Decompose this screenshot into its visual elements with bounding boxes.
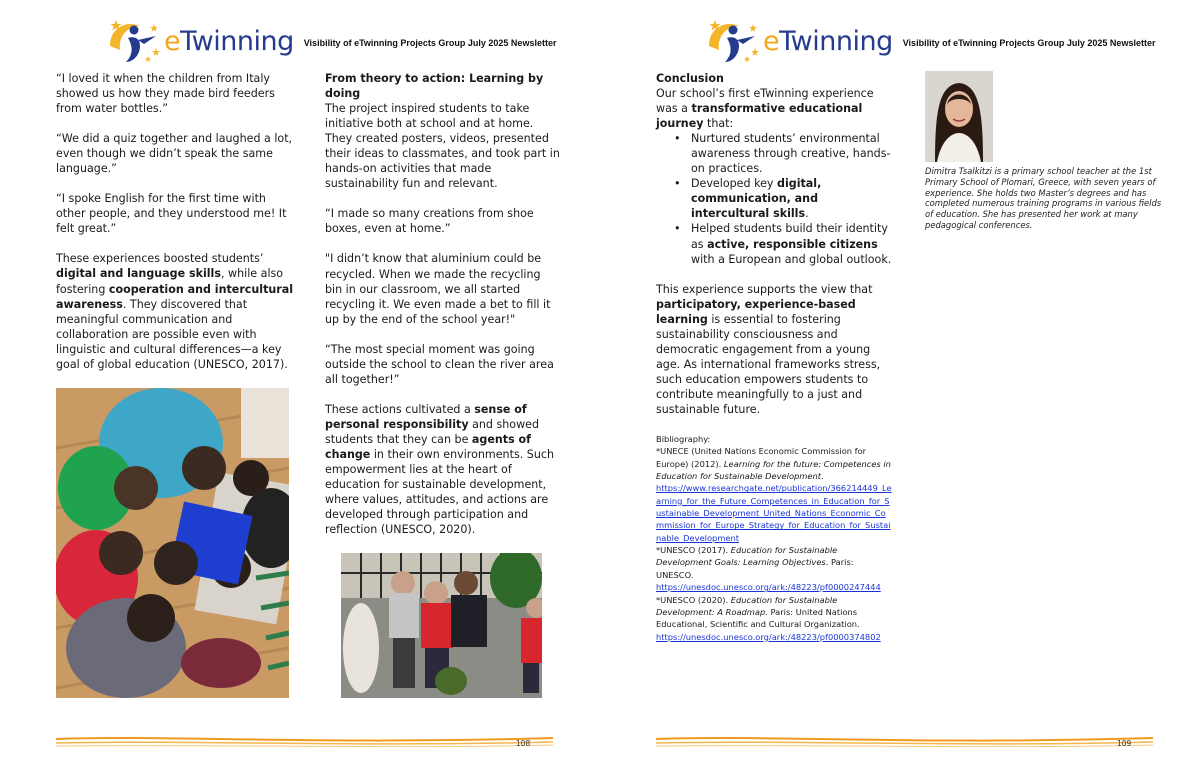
footer-decorative-rule: [56, 732, 553, 752]
conclusion-paragraph: [656, 282, 892, 417]
outdoor-recycling-photo: [341, 553, 542, 698]
list-item: [674, 131, 892, 176]
text-run: *UNESCO (2020).: [656, 594, 731, 605]
text-run: . Paris: UNESCO.: [656, 557, 854, 580]
text-run: These actions cultivated a: [325, 402, 475, 416]
list-item: [674, 221, 892, 266]
bold-run: active, responsible citizens: [707, 237, 878, 251]
bibliography: [656, 433, 892, 643]
student-quote: “The most special moment was going outside the school to clean the river area all together!”: [325, 342, 554, 386]
etwinning-logo-icon: [703, 16, 765, 66]
text-run: Nurtured students’ environmental awareness through creative, hands-on practices.: [691, 132, 891, 176]
conclusion-intro: [656, 86, 892, 131]
italic-run: Education for Sustainable Development Goals: Learning Objectives: [656, 545, 838, 568]
bold-run: transformative educational journey: [656, 102, 863, 131]
etwinning-logo: [104, 16, 294, 66]
etwinning-logo-icon: [104, 16, 166, 66]
author-caption: Dimitra Tsalkitzi is a primary school teacher at the 1st Primary School of Plomari, Greece, with seven years of experience. She holds two Master’s degrees and has completed numerous training programs in various fields of education. She has presented her work at many pedagogical conferences.: [925, 166, 1162, 230]
bibliography-link[interactable]: https://unesdoc.unesco.org/ark:/48223/pf0000374802: [656, 631, 881, 642]
bibliography-link[interactable]: https://www.researchgate.net/publication/366214449_Learning_for_the_Future_Competences_in_Education_for_Sustainable_Development_United_Nations_Economic_Commission_for_Europe_Strategy_for_Education_for_Sustainable_Development: [656, 483, 892, 543]
list-item: [674, 176, 892, 221]
footer-decorative-rule: [656, 732, 1153, 752]
page-header: [104, 16, 556, 66]
student-quote: “We did a quiz together and laughed a lot, even though we didn’t speak the same language.”: [56, 132, 293, 176]
page-header: [703, 16, 1155, 66]
conclusion-list: [674, 131, 892, 266]
bold-run: sense of personal responsibility: [325, 402, 527, 431]
bibliography-link[interactable]: https://unesdoc.unesco.org/ark:/48223/pf0000247444: [656, 582, 881, 593]
student-quote: “I made so many creations from shoe boxes, even at home.”: [325, 207, 534, 236]
bibliography-entry: [656, 544, 892, 581]
italic-run: Education for Sustainable Development: A Roadmap: [656, 594, 838, 617]
logo-text-rest: Twinning: [779, 25, 893, 57]
logo-text-rest: Twinning: [180, 25, 294, 57]
right-page: [600, 0, 1200, 776]
text-run: Helped students build their identity as: [691, 222, 888, 251]
left-column-2: [325, 71, 561, 552]
text-run: with a European and global outlook.: [691, 252, 892, 266]
bold-run: digital, communication, and intercultural skills: [691, 177, 822, 221]
text-run: and showed students that they can be: [325, 417, 540, 446]
text-run: This experience supports the view that: [656, 282, 873, 296]
student-quote: "I didn’t know that aluminium could be recycled. When we made the recycling bin in our classroom, we all started recycling it. We even made a bet to fill it up by the end of the school year!": [325, 252, 551, 326]
bold-run: participatory, experience-based learning: [656, 297, 856, 326]
section-heading: [325, 71, 561, 101]
bold-run: cooperation and intercultural awareness: [56, 282, 294, 311]
section-heading: [656, 71, 892, 86]
italic-run: Learning for the future: Competences in Education for Sustainable Development: [656, 458, 891, 482]
newsletter-title: Visibility of eTwinning Projects Group July 2025 Newsletter: [303, 38, 557, 48]
skills-paragraph: [56, 251, 294, 371]
text-run: , while also fostering: [56, 267, 284, 296]
bold-run: agents of change: [325, 432, 531, 461]
page-number: 109: [1117, 739, 1132, 748]
author-portrait-photo: [925, 71, 993, 162]
bibliography-entry: [656, 445, 892, 482]
newsletter-title: Visibility of eTwinning Projects Group July 2025 Newsletter: [902, 38, 1156, 48]
text-run: .: [805, 207, 809, 221]
student-quote: “I spoke English for the first time with other people, and they understood me! It felt great.”: [56, 192, 287, 236]
left-column-1: [56, 71, 294, 387]
text-run: .: [821, 471, 824, 482]
logo-text: eTwinning: [164, 25, 294, 57]
text-run: Developed key: [691, 177, 778, 191]
bibliography-entry: [656, 594, 892, 631]
text-run: . Paris: United Nations Educational, Scientific and Cultural Organization.: [656, 606, 860, 630]
logo-text: eTwinning: [763, 25, 893, 57]
text-run: in their own environments. Such empowerment lies at the heart of education for sustainable development, where values, attitudes, and actions are developed through participation and reflection (UNESCO, 2020).: [325, 447, 554, 537]
responsibility-paragraph: [325, 402, 561, 537]
page-number: 108: [516, 739, 531, 748]
text-run: *UNECE (United Nations Economic Commission for Europe) (2012).: [656, 446, 867, 469]
text-run: that:: [703, 117, 734, 131]
text-run: . They discovered that meaningful communication and collaboration are possible even with linguistic and cultural differences—a key goal of global education (UNESCO, 2017).: [56, 297, 288, 371]
intro-paragraph: The project inspired students to take initiative both at school and at home. They created posters, videos, presented their ideas to classmates, and took part in hands-on activities that made sustainability fun and relevant.: [325, 102, 560, 191]
text-run: is essential to fostering sustainability consciousness and democratic engagement from a young age. As international frameworks stress, such education empowers students to contribute meaningfully to a just and sustainable future.: [656, 312, 881, 416]
conclusion-column: [656, 71, 892, 643]
students-activity-photo: [56, 388, 289, 698]
text-run: Our school’s first eTwinning experience was a: [656, 87, 874, 116]
text-run: These experiences boosted students’: [56, 252, 264, 266]
etwinning-logo: [703, 16, 893, 66]
heading-text: Conclusion: [656, 72, 724, 85]
text-run: *UNESCO (2017).: [656, 545, 731, 556]
student-quote: “I loved it when the children from Italy showed us how they made bird feeders from water bottles.”: [56, 72, 275, 116]
heading-text: From theory to action: Learning by doing: [325, 72, 544, 101]
bold-run: digital and language skills: [56, 267, 221, 281]
bibliography-label: Bibliography:: [656, 434, 711, 445]
